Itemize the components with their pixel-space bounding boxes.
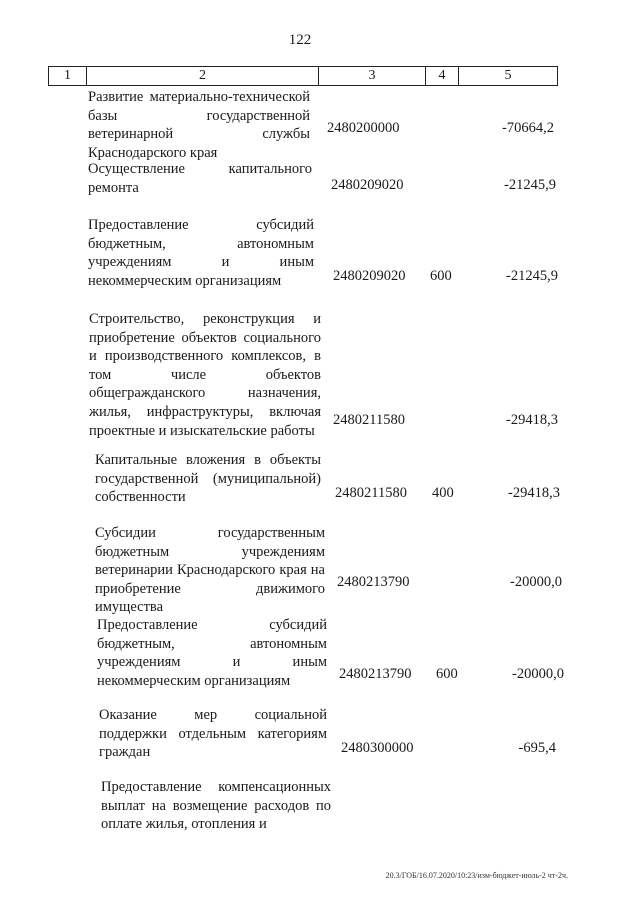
row-code: 2480200000 [327, 120, 400, 136]
document-footer: 20.3/ГОБ/16.07.2020/10:23/изм-бюджет-июль-2 чт-2ч. [385, 871, 568, 880]
row-code: 2480209020 [331, 177, 404, 193]
row-expense-type: 600 [430, 268, 452, 284]
row-code: 2480211580 [333, 412, 405, 428]
row-description: Капитальные вложения в объекты государственной (муниципальной) собственности [95, 452, 321, 506]
header-col-2: 2 [199, 68, 206, 83]
row-amount: -20000,0 [512, 666, 564, 682]
header-col-1: 1 [64, 68, 71, 83]
row-code: 2480211580 [335, 485, 407, 501]
row-code: 2480300000 [341, 740, 414, 756]
row-amount: -70664,2 [502, 120, 554, 136]
header-col-3: 3 [368, 68, 376, 83]
row-code: 2480209020 [333, 268, 406, 284]
row-description: Предоставление компенсационных выплат на возмещение расходов по оплате жилья, отопления и [101, 779, 331, 833]
header-col-5: 5 [504, 68, 512, 83]
row-amount: -21245,9 [506, 268, 558, 284]
row-description: Оказание мер социальной поддержки отдельным категориям граждан [99, 707, 327, 761]
row-amount: -29418,3 [506, 412, 558, 428]
row-description: Субсидии государственным бюджетным учреждениям ветеринарии Краснодарского края на приобретение движимого имущества [95, 525, 325, 616]
row-code: 2480213790 [339, 666, 412, 682]
page-number: 122 [288, 32, 312, 48]
table-header [48, 66, 558, 86]
header-col-4: 4 [438, 68, 446, 83]
row-expense-type: 600 [436, 666, 458, 682]
row-amount: -695,4 [518, 740, 556, 756]
row-description: Предоставление субсидий бюджетным, автономным учреждениям и иным некоммерческим организациям [88, 217, 314, 289]
row-amount: -21245,9 [504, 177, 556, 193]
row-code: 2480213790 [337, 574, 410, 590]
row-expense-type: 400 [432, 485, 454, 501]
row-amount: -29418,3 [508, 485, 560, 501]
row-description: Предоставление субсидий бюджетным, автономным учреждениям и иным некоммерческим организациям [97, 617, 327, 689]
row-amount: -20000,0 [510, 574, 562, 590]
row-description: Осуществление капитального ремонта [88, 161, 312, 196]
row-description: Строительство, реконструкция и приобретение объектов социального и производственного комплексов, в том числе объектов общегражданского назначения, жилья, инфраструктуры, включая проектные и изыскательские работы [89, 311, 321, 439]
row-description: Развитие материально-технической базы государственной ветеринарной службы Краснодарского края [88, 89, 310, 161]
